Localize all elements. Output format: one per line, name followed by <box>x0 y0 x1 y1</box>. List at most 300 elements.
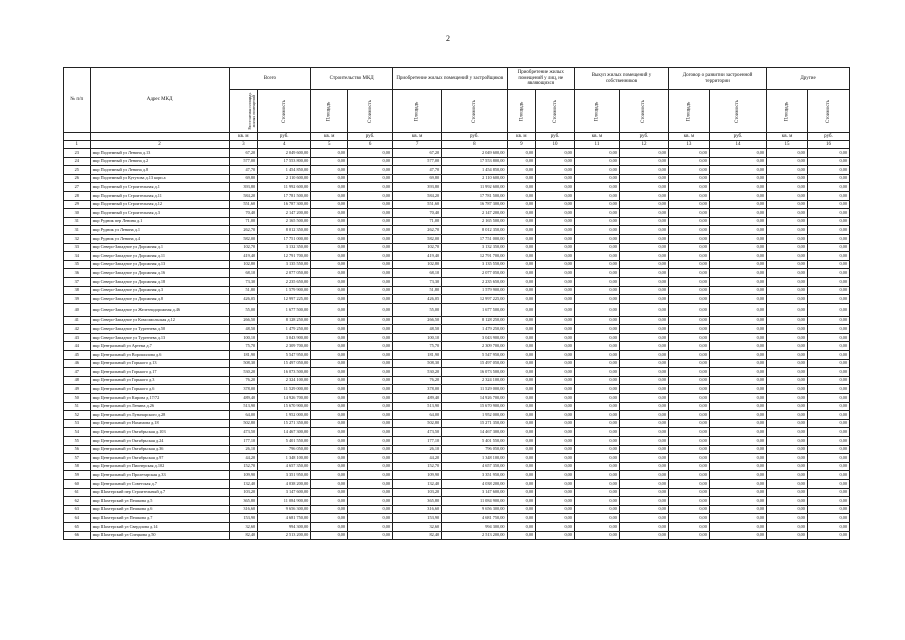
construction-area: 0,00 <box>311 183 348 192</box>
other-cost: 0,00 <box>807 269 849 278</box>
purchase-dev-area: 71,00 <box>393 217 442 226</box>
total-cost: 17 781 500,00 <box>258 191 311 200</box>
redemption-area: 0,00 <box>574 428 619 437</box>
purchase-dev-cost: 1 579 900,00 <box>442 286 507 295</box>
total-area: 26,10 <box>229 445 258 454</box>
purchase-dev-cost: 4 657 350,00 <box>442 462 507 471</box>
total-cost: 2 324 100,00 <box>258 376 311 385</box>
subheader-cost: Стоимость <box>258 90 311 133</box>
development-cost: 0,00 <box>709 497 766 506</box>
table-row <box>64 226 850 235</box>
development-area: 0,00 <box>668 522 709 531</box>
redemption-cost: 0,00 <box>619 505 668 514</box>
total-area: 132,40 <box>229 479 258 488</box>
redemption-area: 0,00 <box>574 437 619 446</box>
row-address: мкр Подземный ул Строительная д.11 <box>90 191 229 200</box>
total-area: 508,30 <box>229 359 258 368</box>
construction-cost: 0,00 <box>348 243 393 252</box>
total-area: 82,40 <box>229 531 258 540</box>
row-number: 50 <box>64 394 91 403</box>
redemption-area: 0,00 <box>574 333 619 342</box>
development-area: 0,00 <box>668 351 709 360</box>
row-number: 30 <box>64 209 91 218</box>
other-cost: 0,00 <box>807 428 849 437</box>
construction-cost: 0,00 <box>348 488 393 497</box>
other-cost: 0,00 <box>807 286 849 295</box>
development-area: 0,00 <box>668 445 709 454</box>
row-address: мкр Центральный ул Октябрьская д.36 <box>90 445 229 454</box>
other-area: 0,00 <box>767 243 808 252</box>
total-area: 266,50 <box>229 316 258 325</box>
total-area: 393,80 <box>229 183 258 192</box>
row-number: 40 <box>64 303 91 316</box>
redemption-cost: 0,00 <box>619 174 668 183</box>
purchase-dev-area: 365,80 <box>393 497 442 506</box>
subheader-area: Площадь <box>393 90 442 133</box>
other-cost: 0,00 <box>807 316 849 325</box>
purchase-dev-area: 55,00 <box>393 303 442 316</box>
total-area: 181,90 <box>229 351 258 360</box>
development-cost: 0,00 <box>709 166 766 175</box>
purchase-nondev-cost: 0,00 <box>536 454 575 463</box>
row-number: 34 <box>64 252 91 261</box>
row-address: мкр Подземный ул Ленина д.2 <box>90 157 229 166</box>
purchase-nondev-area: 0,00 <box>507 252 536 261</box>
redemption-cost: 0,00 <box>619 191 668 200</box>
table-row <box>64 479 850 488</box>
purchase-dev-cost: 4 681 750,00 <box>442 514 507 523</box>
redemption-area: 0,00 <box>574 269 619 278</box>
row-number: 29 <box>64 200 91 209</box>
subheader-cost: Стоимость <box>807 90 849 133</box>
other-cost: 0,00 <box>807 402 849 411</box>
table-row <box>64 303 850 316</box>
col-number: 6 <box>348 141 393 149</box>
row-address: мкр Северо-Западное ул Дорожная д.1 <box>90 243 229 252</box>
purchase-dev-cost: 2 513 200,00 <box>442 531 507 540</box>
row-address: мкр Северо-Западное ул Дорожная д.11 <box>90 252 229 261</box>
table-row <box>64 402 850 411</box>
purchase-nondev-area: 0,00 <box>507 368 536 377</box>
redemption-cost: 0,00 <box>619 303 668 316</box>
development-area: 0,00 <box>668 191 709 200</box>
col-number: 12 <box>619 141 668 149</box>
purchase-dev-area: 75,70 <box>393 342 442 351</box>
row-number: 54 <box>64 428 91 437</box>
row-address: мкр Центральный ул Луначарского д.28 <box>90 411 229 420</box>
row-number: 47 <box>64 368 91 377</box>
row-address: мкр Центральный ул Октябрьская д.103 <box>90 428 229 437</box>
row-address: мкр Рудник ул Ленина д.1 <box>90 226 229 235</box>
redemption-area: 0,00 <box>574 217 619 226</box>
development-cost: 0,00 <box>709 531 766 540</box>
purchase-nondev-cost: 0,00 <box>536 333 575 342</box>
col-number: 14 <box>709 141 766 149</box>
purchase-nondev-area: 0,00 <box>507 376 536 385</box>
other-cost: 0,00 <box>807 333 849 342</box>
purchase-dev-cost: 8 012 350,00 <box>442 226 507 235</box>
purchase-nondev-cost: 0,00 <box>536 183 575 192</box>
development-cost: 0,00 <box>709 488 766 497</box>
development-area: 0,00 <box>668 394 709 403</box>
purchase-dev-cost: 3 147 600,00 <box>442 488 507 497</box>
development-cost: 0,00 <box>709 316 766 325</box>
purchase-nondev-cost: 0,00 <box>536 514 575 523</box>
construction-area: 0,00 <box>311 286 348 295</box>
total-area: 32,60 <box>229 522 258 531</box>
redemption-area: 0,00 <box>574 376 619 385</box>
development-cost: 0,00 <box>709 303 766 316</box>
col-number: 10 <box>536 141 575 149</box>
purchase-dev-cost: 2 235 650,00 <box>442 277 507 286</box>
construction-cost: 0,00 <box>348 376 393 385</box>
total-area: 473,50 <box>229 428 258 437</box>
development-area: 0,00 <box>668 295 709 304</box>
row-number: 28 <box>64 191 91 200</box>
row-address: мкр Центральный ул Горького д.13 <box>90 359 229 368</box>
row-number: 63 <box>64 505 91 514</box>
other-area: 0,00 <box>767 471 808 480</box>
construction-cost: 0,00 <box>348 385 393 394</box>
redemption-area: 0,00 <box>574 200 619 209</box>
development-area: 0,00 <box>668 479 709 488</box>
row-address: мкр Северо-Западное ул Дорожная д.3 <box>90 286 229 295</box>
purchase-nondev-cost: 0,00 <box>536 342 575 351</box>
development-cost: 0,00 <box>709 200 766 209</box>
redemption-area: 0,00 <box>574 368 619 377</box>
construction-area: 0,00 <box>311 428 348 437</box>
development-area: 0,00 <box>668 411 709 420</box>
redemption-area: 0,00 <box>574 419 619 428</box>
construction-cost: 0,00 <box>348 437 393 446</box>
total-area: 262,70 <box>229 226 258 235</box>
redemption-area: 0,00 <box>574 157 619 166</box>
redemption-cost: 0,00 <box>619 200 668 209</box>
construction-area: 0,00 <box>311 269 348 278</box>
purchase-nondev-area: 0,00 <box>507 394 536 403</box>
purchase-dev-area: 577,00 <box>393 157 442 166</box>
other-cost: 0,00 <box>807 277 849 286</box>
construction-cost: 0,00 <box>348 419 393 428</box>
purchase-dev-area: 181,90 <box>393 351 442 360</box>
construction-area: 0,00 <box>311 514 348 523</box>
redemption-area: 0,00 <box>574 454 619 463</box>
unit-cell: руб. <box>536 133 575 141</box>
row-address: мкр Подземный ул Строительная д.3 <box>90 209 229 218</box>
total-area: 73,30 <box>229 277 258 286</box>
purchase-dev-area: 502,80 <box>393 419 442 428</box>
construction-area: 0,00 <box>311 166 348 175</box>
purchase-dev-area: 177,10 <box>393 437 442 446</box>
other-area: 0,00 <box>767 394 808 403</box>
purchase-nondev-cost: 0,00 <box>536 303 575 316</box>
redemption-area: 0,00 <box>574 514 619 523</box>
table-row <box>64 522 850 531</box>
total-area: 513,90 <box>229 402 258 411</box>
total-area: 102,80 <box>229 260 258 269</box>
purchase-nondev-cost: 0,00 <box>536 260 575 269</box>
construction-cost: 0,00 <box>348 342 393 351</box>
header-total: Всего <box>229 68 311 90</box>
subheader-cost: Стоимость <box>348 90 393 133</box>
redemption-cost: 0,00 <box>619 269 668 278</box>
purchase-nondev-area: 0,00 <box>507 359 536 368</box>
table-row <box>64 368 850 377</box>
development-cost: 0,00 <box>709 174 766 183</box>
table-row <box>64 252 850 261</box>
redemption-area: 0,00 <box>574 462 619 471</box>
subheader-cost: Стоимость <box>709 90 766 133</box>
total-cost: 15 271 350,00 <box>258 419 311 428</box>
header-development-contract: Договор о развитии застроенной территории <box>668 68 766 90</box>
development-area: 0,00 <box>668 149 709 158</box>
development-area: 0,00 <box>668 359 709 368</box>
redemption-area: 0,00 <box>574 351 619 360</box>
unit-cell: руб. <box>619 133 668 141</box>
row-address: мкр Центральный ул Горького д.17 <box>90 368 229 377</box>
row-address: мкр Центральный ул Горького д.6 <box>90 385 229 394</box>
construction-area: 0,00 <box>311 376 348 385</box>
row-number: 62 <box>64 497 91 506</box>
redemption-cost: 0,00 <box>619 402 668 411</box>
construction-cost: 0,00 <box>348 351 393 360</box>
purchase-nondev-area: 0,00 <box>507 531 536 540</box>
total-cost: 17 751 000,00 <box>258 234 311 243</box>
purchase-nondev-area: 0,00 <box>507 325 536 334</box>
purchase-dev-area: 32,60 <box>393 522 442 531</box>
row-number: 31 <box>64 217 91 226</box>
units-row <box>64 133 850 141</box>
table-row <box>64 295 850 304</box>
purchase-dev-cost: 1 677 500,00 <box>442 303 507 316</box>
purchase-dev-cost: 3 132 350,00 <box>442 243 507 252</box>
table-row <box>64 462 850 471</box>
redemption-cost: 0,00 <box>619 260 668 269</box>
purchase-nondev-area: 0,00 <box>507 471 536 480</box>
construction-cost: 0,00 <box>348 217 393 226</box>
subheader-area: Площадь <box>574 90 619 133</box>
total-area: 44,20 <box>229 454 258 463</box>
development-area: 0,00 <box>668 303 709 316</box>
development-cost: 0,00 <box>709 226 766 235</box>
row-address: мкр Северо-Западное ул Тургенева д.13 <box>90 333 229 342</box>
total-cost: 3 351 950,00 <box>258 471 311 480</box>
row-number: 55 <box>64 437 91 446</box>
development-cost: 0,00 <box>709 149 766 158</box>
development-cost: 0,00 <box>709 157 766 166</box>
purchase-dev-area: 48,50 <box>393 325 442 334</box>
development-cost: 0,00 <box>709 394 766 403</box>
purchase-nondev-area: 0,00 <box>507 200 536 209</box>
purchase-dev-cost: 8 128 250,00 <box>442 316 507 325</box>
col-number: 3 <box>229 141 258 149</box>
development-area: 0,00 <box>668 497 709 506</box>
development-cost: 0,00 <box>709 462 766 471</box>
redemption-cost: 0,00 <box>619 157 668 166</box>
row-address: мкр Центральный ул Артема д.7 <box>90 342 229 351</box>
purchase-dev-area: 316,60 <box>393 505 442 514</box>
other-area: 0,00 <box>767 488 808 497</box>
row-number: 59 <box>64 471 91 480</box>
purchase-dev-cost: 2 147 200,00 <box>442 209 507 218</box>
other-area: 0,00 <box>767 522 808 531</box>
subheader-cost: Стоимость <box>619 90 668 133</box>
row-address: мкр Центральный ул Ворошилова д.6 <box>90 351 229 360</box>
other-area: 0,00 <box>767 260 808 269</box>
purchase-dev-cost: 14 467 300,00 <box>442 428 507 437</box>
construction-area: 0,00 <box>311 402 348 411</box>
resettlement-table <box>63 67 850 540</box>
purchase-nondev-area: 0,00 <box>507 411 536 420</box>
col-number: 15 <box>767 141 808 149</box>
other-area: 0,00 <box>767 531 808 540</box>
redemption-area: 0,00 <box>574 359 619 368</box>
purchase-nondev-area: 0,00 <box>507 174 536 183</box>
purchase-nondev-area: 0,00 <box>507 342 536 351</box>
purchase-dev-area: 153,90 <box>393 514 442 523</box>
construction-cost: 0,00 <box>348 226 393 235</box>
other-area: 0,00 <box>767 333 808 342</box>
total-area: 582,00 <box>229 234 258 243</box>
purchase-nondev-cost: 0,00 <box>536 252 575 261</box>
total-area: 584,20 <box>229 191 258 200</box>
purchase-dev-area: 393,80 <box>393 183 442 192</box>
row-address: мкр Подземный ул Строительная д.12 <box>90 200 229 209</box>
redemption-cost: 0,00 <box>619 531 668 540</box>
total-cost: 14 467 300,00 <box>258 428 311 437</box>
row-number: 44 <box>64 342 91 351</box>
table-row <box>64 454 850 463</box>
header-construction: Строительство МКД <box>311 68 393 90</box>
development-area: 0,00 <box>668 260 709 269</box>
table-row <box>64 157 850 166</box>
construction-area: 0,00 <box>311 488 348 497</box>
construction-cost: 0,00 <box>348 497 393 506</box>
development-cost: 0,00 <box>709 295 766 304</box>
other-area: 0,00 <box>767 174 808 183</box>
unit-cell: кв. м <box>311 133 348 141</box>
construction-area: 0,00 <box>311 234 348 243</box>
development-area: 0,00 <box>668 385 709 394</box>
other-area: 0,00 <box>767 209 808 218</box>
construction-cost: 0,00 <box>348 394 393 403</box>
row-address: мкр Центральный ул Ленина д.26 <box>90 402 229 411</box>
development-area: 0,00 <box>668 243 709 252</box>
row-address: мкр Центральный ул Кирова д.17/72 <box>90 394 229 403</box>
row-number: 41 <box>64 316 91 325</box>
total-area: 70,40 <box>229 209 258 218</box>
table-row <box>64 342 850 351</box>
col-number: 7 <box>393 141 442 149</box>
row-number: 26 <box>64 174 91 183</box>
construction-cost: 0,00 <box>348 174 393 183</box>
purchase-nondev-area: 0,00 <box>507 316 536 325</box>
other-cost: 0,00 <box>807 191 849 200</box>
purchase-nondev-cost: 0,00 <box>536 166 575 175</box>
other-cost: 0,00 <box>807 454 849 463</box>
row-number: 58 <box>64 462 91 471</box>
purchase-dev-cost: 11 529 000,00 <box>442 385 507 394</box>
construction-cost: 0,00 <box>348 531 393 540</box>
total-area: 51,80 <box>229 286 258 295</box>
subheader-resettled-area: Расселяемая площадь жилых помещений <box>229 90 258 133</box>
development-area: 0,00 <box>668 316 709 325</box>
construction-area: 0,00 <box>311 342 348 351</box>
row-number: 36 <box>64 269 91 278</box>
construction-cost: 0,00 <box>348 295 393 304</box>
redemption-cost: 0,00 <box>619 226 668 235</box>
purchase-nondev-cost: 0,00 <box>536 531 575 540</box>
redemption-area: 0,00 <box>574 402 619 411</box>
development-cost: 0,00 <box>709 402 766 411</box>
unit-cell: руб. <box>348 133 393 141</box>
purchase-dev-area: 584,20 <box>393 191 442 200</box>
purchase-dev-cost: 3 043 900,00 <box>442 333 507 342</box>
purchase-dev-cost: 2 324 100,00 <box>442 376 507 385</box>
purchase-nondev-area: 0,00 <box>507 505 536 514</box>
header-purchase-non-developers: Приобретение жилых помещений у лиц, не являющихся <box>507 68 574 90</box>
col-number: 4 <box>258 141 311 149</box>
table-row <box>64 183 850 192</box>
total-area: 47,70 <box>229 166 258 175</box>
total-area: 71,00 <box>229 217 258 226</box>
row-number: 39 <box>64 295 91 304</box>
purchase-nondev-area: 0,00 <box>507 277 536 286</box>
redemption-cost: 0,00 <box>619 419 668 428</box>
total-area: 152,70 <box>229 462 258 471</box>
redemption-area: 0,00 <box>574 234 619 243</box>
table-row <box>64 497 850 506</box>
other-area: 0,00 <box>767 437 808 446</box>
table-row <box>64 419 850 428</box>
table-row <box>64 385 850 394</box>
purchase-dev-cost: 15 271 350,00 <box>442 419 507 428</box>
row-number: 23 <box>64 149 91 158</box>
purchase-nondev-cost: 0,00 <box>536 488 575 497</box>
row-number: 46 <box>64 359 91 368</box>
construction-cost: 0,00 <box>348 252 393 261</box>
development-cost: 0,00 <box>709 368 766 377</box>
construction-cost: 0,00 <box>348 191 393 200</box>
other-area: 0,00 <box>767 411 808 420</box>
construction-area: 0,00 <box>311 226 348 235</box>
construction-cost: 0,00 <box>348 471 393 480</box>
other-area: 0,00 <box>767 505 808 514</box>
redemption-area: 0,00 <box>574 394 619 403</box>
subheader-area: Площадь <box>311 90 348 133</box>
development-area: 0,00 <box>668 174 709 183</box>
row-number: 37 <box>64 277 91 286</box>
development-area: 0,00 <box>668 277 709 286</box>
col-number: 1 <box>64 141 91 149</box>
construction-area: 0,00 <box>311 217 348 226</box>
purchase-dev-area: 489,40 <box>393 394 442 403</box>
total-area: 69,80 <box>229 174 258 183</box>
redemption-area: 0,00 <box>574 277 619 286</box>
purchase-dev-area: 102,80 <box>393 260 442 269</box>
development-area: 0,00 <box>668 342 709 351</box>
total-cost: 2 165 500,00 <box>258 217 311 226</box>
construction-area: 0,00 <box>311 351 348 360</box>
purchase-nondev-area: 0,00 <box>507 226 536 235</box>
construction-area: 0,00 <box>311 260 348 269</box>
development-area: 0,00 <box>668 531 709 540</box>
construction-area: 0,00 <box>311 497 348 506</box>
header-other: Другие <box>767 68 850 90</box>
development-area: 0,00 <box>668 505 709 514</box>
development-area: 0,00 <box>668 454 709 463</box>
construction-area: 0,00 <box>311 368 348 377</box>
